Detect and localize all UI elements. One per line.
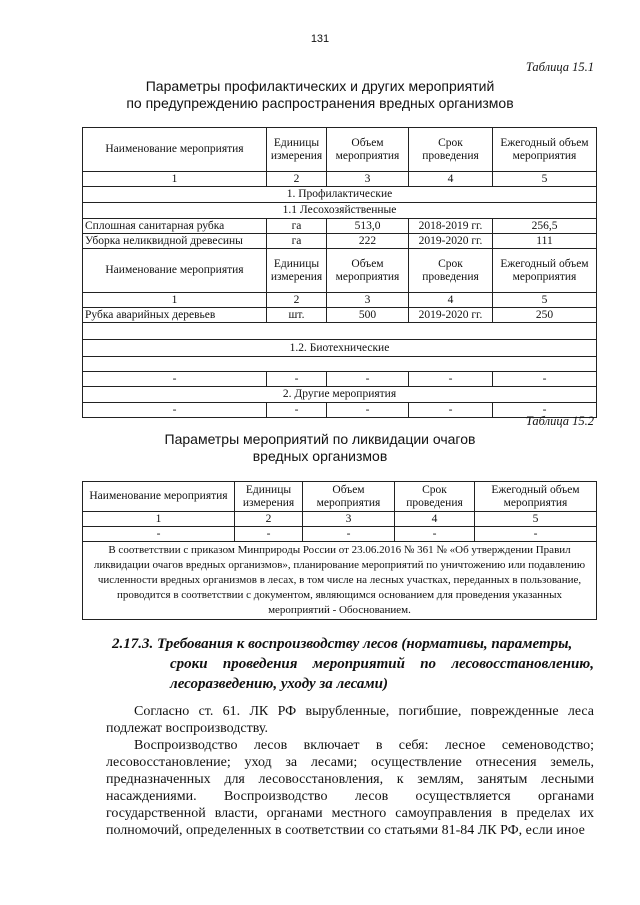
table1-cell: 4 <box>409 293 493 308</box>
table1-dash-cell: - <box>409 372 493 387</box>
table1-header-cell: Объем мероприятия <box>327 249 409 293</box>
table2-header-cell: Ежегодный объем мероприятия <box>475 482 597 512</box>
table2-caption: Таблица 15.2 <box>525 414 594 428</box>
table1-header-cell: Срок проведения <box>409 249 493 293</box>
table1-cell: Рубка аварийных деревьев <box>83 308 267 323</box>
table1-subsection-forestry: 1.1 Лесохозяйственные <box>83 203 597 219</box>
table-row <box>83 403 597 418</box>
table1-empty-cell <box>83 323 597 340</box>
table1-cell: 1 <box>83 172 267 187</box>
table1-header-cell: Единицы измерения <box>267 128 327 172</box>
table1-cell: 250 <box>493 308 597 323</box>
body-paragraph: Воспроизводство лесов включает в себя: лесное семеноводство; лесовосстановление; уход за лесами; осуществление отнесения земель, предназначенных для лесовосстановления, к землям, занятым лесными насаждениями. Воспроизводство лесов осуществляется органами государственной власти, органами местного самоуправления в пределах их полномочий, определенных в соответствии со статьями 81-84 ЛК РФ, если иное <box>106 738 594 838</box>
table1-cell: 5 <box>493 172 597 187</box>
table1-dash-cell: - <box>493 372 597 387</box>
table1-title-line2: по предупреждению распространения вредных организмов <box>126 95 514 111</box>
table2-cell: 4 <box>395 512 475 527</box>
table2-cell: 1 <box>83 512 235 527</box>
table1-caption: Таблица 15.1 <box>525 60 594 74</box>
table2-header-cell: Наименование мероприятия <box>83 482 235 512</box>
table1-cell: 256,5 <box>493 219 597 234</box>
section-heading-line1: 2.17.3. Требования к воспроизводству лесов (нормативы, параметры, <box>112 636 573 652</box>
table2-title <box>0 431 640 465</box>
table1-header-cell: Ежегодный объем мероприятия <box>493 249 597 293</box>
table1-section-profilactic: 1. Профилактические <box>83 187 597 203</box>
section-heading <box>112 634 594 694</box>
table1-empty-row <box>83 357 597 372</box>
table1-dash-cell: - <box>409 403 493 418</box>
table1-number-row-repeat <box>83 293 597 308</box>
table2-note-row <box>83 542 597 620</box>
table1-cell: 3 <box>327 293 409 308</box>
table1-cell: 3 <box>327 172 409 187</box>
table2-number-row <box>83 512 597 527</box>
table2-dash-cell: - <box>303 527 395 542</box>
table2-header-cell: Единицы измерения <box>235 482 303 512</box>
table2 <box>82 481 597 620</box>
table1-cell: 500 <box>327 308 409 323</box>
table-row <box>83 219 597 234</box>
table1-dash-cell: - <box>267 372 327 387</box>
table2-cell: 5 <box>475 512 597 527</box>
table1-title <box>0 78 640 112</box>
table1-subsection-row <box>83 203 597 219</box>
table2-dash-cell: - <box>235 527 303 542</box>
table2-header-row <box>83 482 597 512</box>
table2-dash-cell: - <box>475 527 597 542</box>
table1-dash-cell: - <box>327 403 409 418</box>
table1-cell: шт. <box>267 308 327 323</box>
table1-header-cell: Объем мероприятия <box>327 128 409 172</box>
table1-cell: 1 <box>83 293 267 308</box>
table1-cell: га <box>267 234 327 249</box>
table1-cell: 513,0 <box>327 219 409 234</box>
table-row <box>83 234 597 249</box>
table1-section-biotechnical: 1.2. Биотехнические <box>83 340 597 357</box>
table1 <box>82 127 597 418</box>
table1-dash-cell: - <box>267 403 327 418</box>
table1-header-cell: Наименование мероприятия <box>83 128 267 172</box>
table1-cell: 2 <box>267 172 327 187</box>
table2-header-cell: Срок проведения <box>395 482 475 512</box>
table2-header-cell: Объем мероприятия <box>303 482 395 512</box>
table-row <box>83 308 597 323</box>
table2-cell: 2 <box>235 512 303 527</box>
table1-header-row-repeat <box>83 249 597 293</box>
table1-cell: Уборка неликвидной древесины <box>83 234 267 249</box>
table1-empty-row <box>83 323 597 340</box>
table2-title-line1: Параметры мероприятий по ликвидации очагов <box>164 431 476 447</box>
table1-cell: 4 <box>409 172 493 187</box>
table1-header-cell: Срок проведения <box>409 128 493 172</box>
table1-section-row <box>83 187 597 203</box>
table1-header-cell: Наименование мероприятия <box>83 249 267 293</box>
table2-note: В соответствии с приказом Минприроды России от 23.06.2016 № 361 № «Об утверждении Правил ликвидации очагов вредных организмов», планирование мероприятий по уничтожению или подавлению численности вредных организмов в лесах, в том числе на лесных участках, переданных в пользование, проводится в соответствии с документом, являющимся основанием для проведения указанных мероприятий - Обоснованием. <box>83 542 597 620</box>
table1-cell: 5 <box>493 293 597 308</box>
table2-title-line2: вредных организмов <box>252 448 388 464</box>
table1-dash-cell: - <box>493 403 597 418</box>
table1-cell: 111 <box>493 234 597 249</box>
body-text <box>106 703 594 839</box>
table1-header-cell: Ежегодный объем мероприятия <box>493 128 597 172</box>
table2-dash-cell: - <box>395 527 475 542</box>
table1-dash-cell: - <box>83 372 267 387</box>
table1-section-row <box>83 340 597 357</box>
table1-cell: 2019-2020 гг. <box>409 308 493 323</box>
body-paragraph: Согласно ст. 61. ЛК РФ вырубленные, погибшие, поврежденные леса подлежат воспроизводству. <box>106 704 594 736</box>
table1-header-row <box>83 128 597 172</box>
page-number: 131 <box>310 33 330 45</box>
table1-dash-cell: - <box>83 403 267 418</box>
section-heading-line3: лесоразведению, уходу за лесами) <box>170 676 388 692</box>
table1-cell: 222 <box>327 234 409 249</box>
table2-cell: 3 <box>303 512 395 527</box>
table1-cell: Сплошная санитарная рубка <box>83 219 267 234</box>
table1-section-other: 2. Другие мероприятия <box>83 387 597 403</box>
table1-empty-cell <box>83 357 597 372</box>
table1-cell: га <box>267 219 327 234</box>
table-row <box>83 372 597 387</box>
table1-cell: 2019-2020 гг. <box>409 234 493 249</box>
table1-title-line1: Параметры профилактических и других мероприятий <box>145 78 495 94</box>
table1-cell: 2018-2019 гг. <box>409 219 493 234</box>
table-row <box>83 527 597 542</box>
table1-header-cell: Единицы измерения <box>267 249 327 293</box>
table1-dash-cell: - <box>327 372 409 387</box>
table1-number-row <box>83 172 597 187</box>
section-heading-line2: сроки проведения мероприятий по лесовосстановлению, <box>170 656 594 672</box>
table2-dash-cell: - <box>83 527 235 542</box>
table1-section-row <box>83 387 597 403</box>
table1-cell: 2 <box>267 293 327 308</box>
